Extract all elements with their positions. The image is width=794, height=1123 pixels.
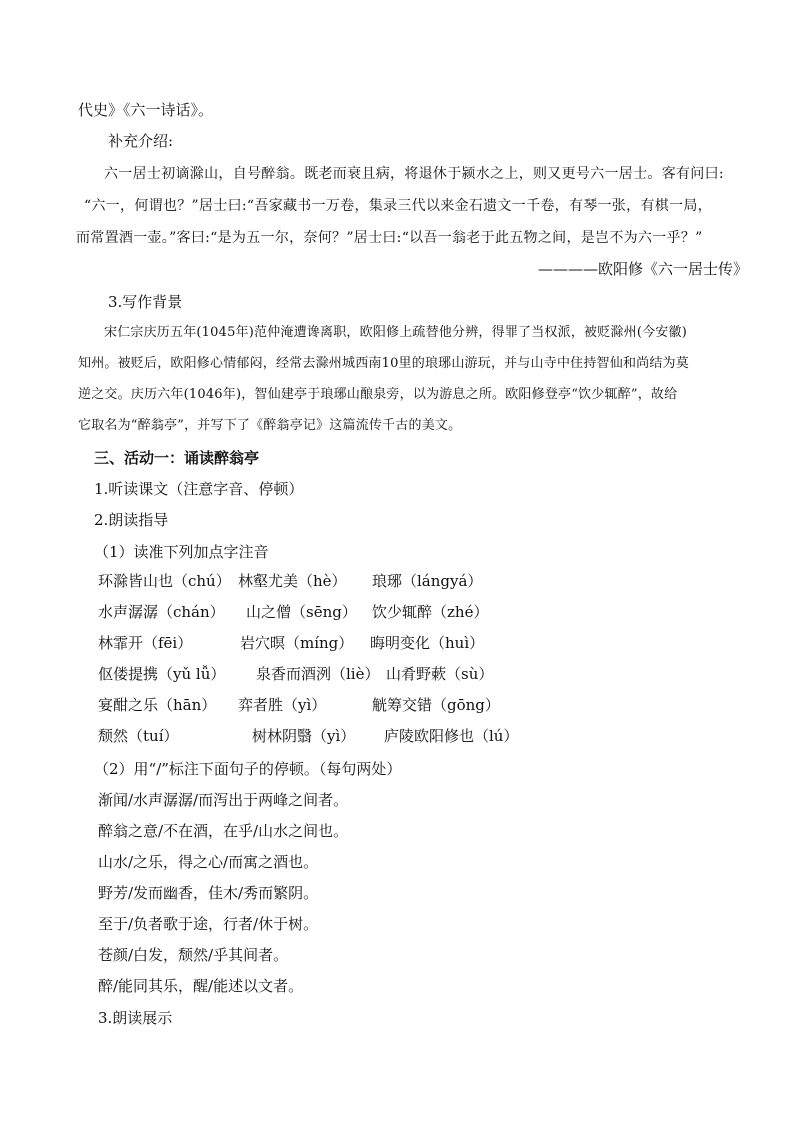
pause-sentence: 渐闻/水声潺潺/而泻出于两峰之间者。 (98, 791, 349, 809)
pinyin-item: 泉香而酒洌（liè） (256, 665, 380, 683)
pinyin-row (0, 729, 794, 749)
pinyin-item: 琅琊（lángyá） (372, 572, 483, 590)
intro-tail-text: 代史》《六一诗话》。 (78, 101, 214, 119)
pinyin-item: 觥筹交错（gōng） (372, 696, 500, 714)
background-heading: 3.写作背景 (108, 293, 183, 311)
background-line: 宋仁宗庆历五年(1045年)范仲淹遭谗离职，欧阳修上疏替他分辨，得罪了当权派，被贬滁州(今安徽) (104, 325, 687, 340)
activity-step-guide: 2.朗读指导 (94, 511, 169, 529)
background-line: 知州。被贬后，欧阳修心情郁闷，经常去滁州城西南10里的琅琊山游玩，并与山寺中住持智仙和尚结为莫 (78, 356, 689, 371)
supplement-source: ————欧阳修《六一居士传》 (538, 260, 749, 278)
pinyin-item: 林霏开（fēi） (98, 634, 193, 652)
background-line: 逆之交。庆历六年(1046年)，智仙建亭于琅琊山酿泉旁，以为游息之所。欧阳修登亭“饮少辄醉”，故给 (78, 387, 678, 402)
supplement-line: “六一，何谓也？”居士曰:“吾家藏书一万卷，集录三代以来金石遗文一千卷，有琴一张，有棋一局， (84, 198, 712, 214)
activity-sub-pinyin: （1）读准下列加点字注音 (94, 543, 269, 561)
pinyin-item: 庐陵欧阳修也（lú） (384, 727, 519, 745)
pinyin-item: 山肴野蔌（sù） (386, 665, 494, 683)
pinyin-item: 晦明变化（huì） (370, 634, 485, 652)
pinyin-row (0, 605, 794, 625)
pinyin-item: 岩穴暝（míng） (240, 634, 354, 652)
pinyin-item: 宴酣之乐（hān） (98, 696, 217, 714)
pause-sentence: 苍颜/白发，颓然/乎其间者。 (98, 946, 289, 964)
pause-sentence: 醉/能同其乐，醒/能述以文者。 (98, 977, 304, 995)
pause-sentence: 野芳/发而幽香，佳木/秀而繁阴。 (98, 884, 319, 902)
pause-sentence: 山水/之乐，得之心/而寓之酒也。 (98, 853, 319, 871)
pinyin-item: 水声潺潺（chán） (98, 603, 225, 621)
supplement-line: 而常置酒一壶。”客曰:“是为五一尔，奈何？”居士曰:“以吾一翁老于此五物之间，是岂不为六一乎？” (76, 230, 703, 246)
pinyin-item: 环滁皆山也（chú） (98, 572, 231, 590)
pinyin-row (0, 667, 794, 687)
pinyin-item: 颓然（tuí） (98, 727, 179, 745)
activity-step-listen: 1.听读课文（注意字音、停顿） (94, 480, 304, 498)
background-line: 它取名为“醉翁亭”，并写下了《醉翁亭记》这篇流传千古的美文。 (78, 418, 462, 433)
pause-sentence: 醉翁之意/不在酒，在乎/山水之间也。 (98, 822, 349, 840)
supplement-line: 六一居士初谪滁山，自号醉翁。既老而衰且病，将退休于颍水之上，则又更号六一居士。客有问曰: (104, 166, 724, 182)
activity-heading: 三、活动一：诵读醉翁亭 (94, 449, 260, 467)
pinyin-row (0, 698, 794, 718)
pinyin-row (0, 636, 794, 656)
pinyin-item: 饮少辄醉（zhé） (372, 603, 489, 621)
activity-step-showcase: 3.朗读展示 (98, 1009, 173, 1027)
pinyin-item: 弈者胜（yì） (238, 696, 327, 714)
pinyin-item: 树林阴翳（yì） (252, 727, 356, 745)
activity-sub-pause: （2）用“/”标注下面句子的停顿。（每句两处） (94, 760, 402, 778)
pause-sentence: 至于/负者歌于途，行者/休于树。 (98, 915, 319, 933)
pinyin-item: 伛偻提携（yǔ lǚ） (98, 665, 226, 683)
pinyin-item: 林壑尤美（hè） (238, 572, 347, 590)
pinyin-item: 山之僧（sēng） (246, 603, 357, 621)
supplement-heading: 补充介绍: (108, 132, 174, 150)
pinyin-row (0, 574, 794, 594)
